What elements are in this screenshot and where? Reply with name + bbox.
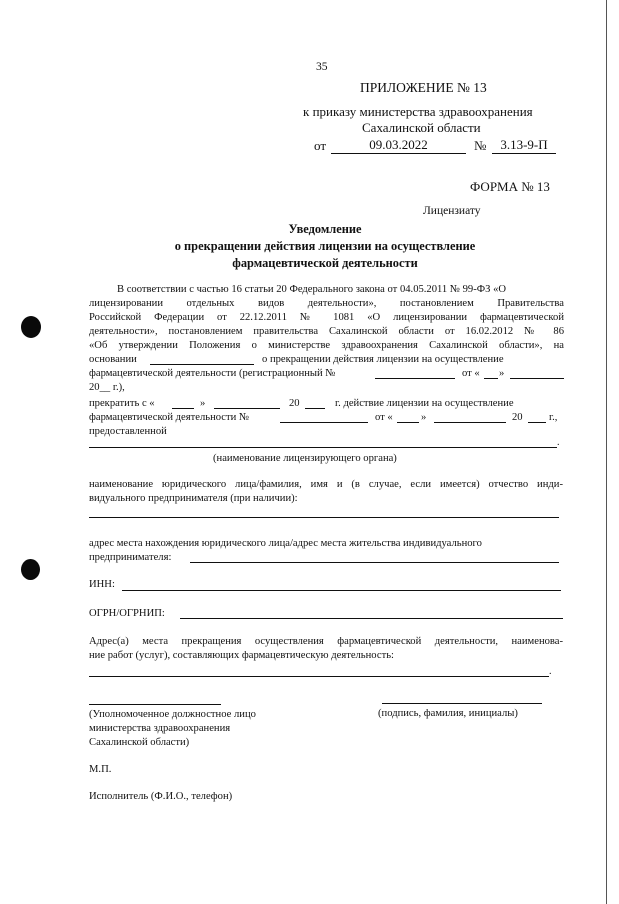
registration-day-blank xyxy=(484,378,498,379)
body-line-6-end: о прекращении действия лицензии на осуществление xyxy=(262,354,504,365)
body-line-3: Российской Федерации от 22.12.2011 № 1081 «О лицензировании фармацевтической xyxy=(89,312,564,323)
licensing-authority-caption: (наименование лицензирующего органа) xyxy=(213,453,397,464)
registration-month-blank xyxy=(510,378,564,379)
places-field xyxy=(89,676,549,677)
places-label-line-2: ние работ (услуг), составляющих фармацевтическую деятельность: xyxy=(89,650,394,661)
order-date-label: от xyxy=(314,138,327,153)
order-number-sign: № xyxy=(474,138,487,153)
body-line-7-quote: » xyxy=(499,368,505,379)
body-line-6-start: основании xyxy=(89,354,137,365)
notice-title-line-1: Уведомление xyxy=(288,222,362,236)
address-label-line-2: предпринимателя: xyxy=(89,552,172,563)
body-line-9-year: 20 xyxy=(289,398,300,409)
executor-label: Исполнитель (Ф.И.О., телефон) xyxy=(89,791,233,802)
license-year-blank xyxy=(528,422,546,423)
body-line-10-year: 20 xyxy=(512,412,523,423)
body-line-10-end: г., xyxy=(549,412,558,423)
ogrn-label: ОГРН/ОГРНИП: xyxy=(89,608,165,619)
license-number-blank xyxy=(280,422,368,423)
signature-caption: (подпись, фамилия, инициалы) xyxy=(378,708,518,719)
body-line-9-quote: » xyxy=(200,398,206,409)
licensee-name-field xyxy=(89,517,559,518)
inn-field xyxy=(122,590,561,591)
license-month-blank xyxy=(434,422,506,423)
hole-punch-mark-lower xyxy=(21,559,40,580)
order-number-value: 3.13-9-П xyxy=(500,137,548,152)
body-line-7-start: фармацевтической деятельности (регистрационный № xyxy=(89,368,336,379)
body-line-9-end: г. действие лицензии на осуществление xyxy=(335,398,514,409)
licensing-authority-dot: . xyxy=(557,437,560,448)
address-label-line-1: адрес места нахождения юридического лица/адрес места жительства индивидуального xyxy=(89,538,482,549)
order-number xyxy=(492,137,556,154)
places-field-dot: . xyxy=(549,666,552,677)
places-label-line-1: Адрес(а) места прекращения осуществления фармацевтической деятельности, наименова- xyxy=(89,636,563,647)
licensee-name-label-line-1: наименование юридического лица/фамилия, имя и (в случае, если имеется) отчество инди- xyxy=(89,479,563,490)
inn-label: ИНН: xyxy=(89,579,115,590)
body-line-10-start: фармацевтической деятельности № xyxy=(89,412,250,423)
body-line-7-from: от « xyxy=(462,368,480,379)
body-line-10-quote: » xyxy=(421,412,427,423)
termination-day-blank xyxy=(172,408,194,409)
form-label: ФОРМА № 13 xyxy=(470,179,550,194)
body-line-10-from: от « xyxy=(375,412,393,423)
license-day-blank xyxy=(397,422,419,423)
stamp-label: М.П. xyxy=(89,764,112,775)
body-line-9-start: прекратить с « xyxy=(89,398,155,409)
appendix-title: ПРИЛОЖЕНИЕ № 13 xyxy=(360,80,487,95)
address-field xyxy=(190,562,559,563)
body-line-4: деятельности», постановлением правительства Сахалинской области от 16.02.2012 № 86 xyxy=(89,326,564,337)
body-line-8: 20__ г.), xyxy=(89,382,125,393)
order-line-1: к приказу министерства здравоохранения xyxy=(303,104,533,119)
termination-month-blank xyxy=(214,408,280,409)
notice-title-line-3: фармацевтической деятельности xyxy=(232,256,418,270)
scan-edge-line xyxy=(606,0,607,904)
licensee-name-label-line-2: видуального предпринимателя (при наличии): xyxy=(89,493,298,504)
signature-name-line xyxy=(382,703,542,704)
licensing-authority-field xyxy=(89,447,557,448)
ogrn-field xyxy=(180,618,563,619)
notice-title-line-2: о прекращении действия лицензии на осуществление xyxy=(174,239,476,253)
recipient-label: Лицензиату xyxy=(423,205,481,217)
page-number: 35 xyxy=(316,60,328,73)
basis-blank xyxy=(150,364,254,365)
body-line-5: «Об утверждении Положения о министерстве здравоохранения Сахалинской области», на xyxy=(89,340,564,351)
body-line-2: лицензировании отдельных видов деятельности», постановлением Правительства xyxy=(89,298,564,309)
registration-number-blank xyxy=(375,378,455,379)
body-line-1: В соответствии с частью 16 статьи 20 Федерального закона от 04.05.2011 № 99-ФЗ «О xyxy=(117,284,507,295)
order-date xyxy=(331,137,466,154)
order-date-value: 09.03.2022 xyxy=(369,137,428,152)
official-signature-line xyxy=(89,704,221,705)
order-line-2: Сахалинской области xyxy=(362,120,481,135)
official-caption-line-3: Сахалинской области) xyxy=(89,737,190,748)
termination-year-blank xyxy=(305,408,325,409)
hole-punch-mark-upper xyxy=(21,316,41,338)
official-caption-line-2: министерства здравоохранения xyxy=(89,723,231,734)
official-caption-line-1: (Уполномоченное должностное лицо xyxy=(89,709,256,720)
body-line-11: предоставленной xyxy=(89,426,167,437)
